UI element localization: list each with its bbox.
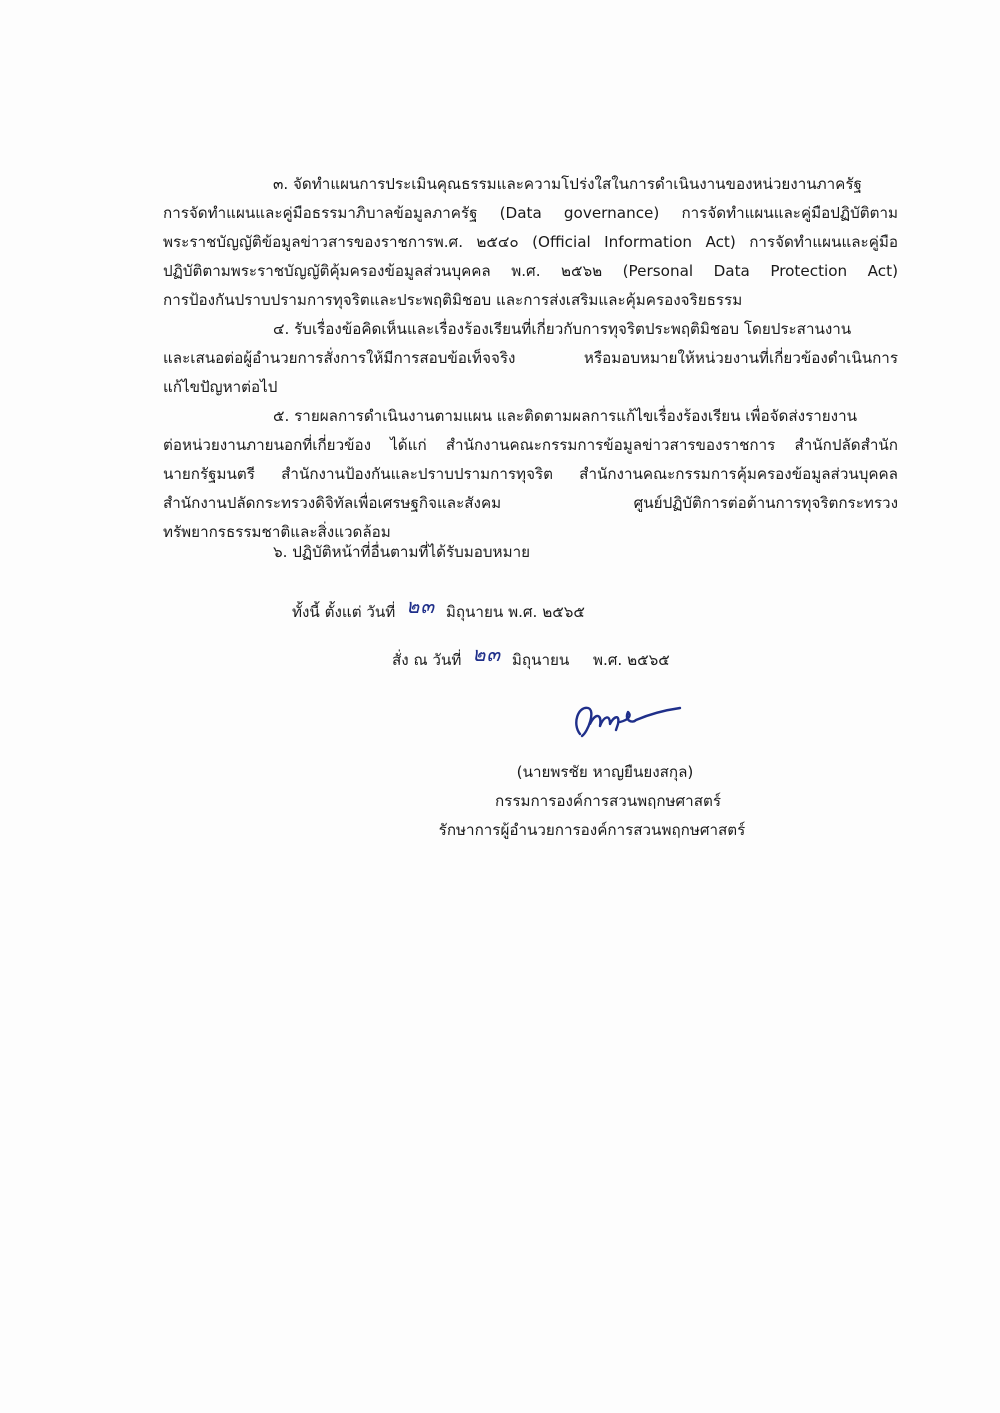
item-6-paragraph — [163, 538, 898, 567]
effective-prefix: ทั้งนี้ ตั้งแต่ วันที่ — [292, 603, 396, 621]
item-5-line-4: สำนักงานปลัดกระทรวงดิจิทัลเพื่อเศรษฐกิจและสังคม ศูนย์ปฏิบัติการต่อต้านการทุจริตกระทรวง — [163, 494, 898, 512]
ordered-date-line — [392, 644, 670, 675]
ordered-day-handwritten: ๒๓ — [472, 642, 502, 666]
signature-image — [566, 694, 686, 746]
effective-month: มิถุนายน — [445, 603, 504, 621]
item-3-line-5: การป้องกันปราบปรามการทุจริตและประพฤติมิชอบ และการส่งเสริมและคุ้มครองจริยธรรม — [163, 291, 743, 309]
item-5-line-5: ทรัพยากรธรรมชาติและสิ่งแวดล้อม — [163, 523, 391, 541]
item-3-line-2: การจัดทำแผนและคู่มือธรรมาภิบาลข้อมูลภาครัฐ (Data governance) การจัดทำแผนและคู่มือปฏิบัติตาม — [163, 204, 898, 222]
ordered-year: พ.ศ. ๒๕๖๕ — [592, 651, 670, 669]
item-4-paragraph — [163, 315, 898, 402]
item-3-line-4: ปฏิบัติตามพระราชบัญญัติคุ้มครองข้อมูลส่วนบุคคล พ.ศ. ๒๕๖๒ (Personal Data Protection Act) — [163, 262, 898, 280]
item-5-paragraph — [163, 402, 898, 547]
item-4-line-2: และเสนอต่อผู้อำนวยการสั่งการให้มีการสอบข้อเท็จจริง หรือมอบหมายให้หน่วยงานที่เกี่ยวข้องดำเนินการ — [163, 349, 898, 367]
item-4-line-1: ๔. รับเรื่องข้อคิดเห็นและเรื่องร้องเรียนที่เกี่ยวกับการทุจริตประพฤติมิชอบ โดยประสานงาน — [273, 320, 852, 338]
item-5-line-3: นายกรัฐมนตรี สำนักงานป้องกันและปราบปรามการทุจริต สำนักงานคณะกรรมการคุ้มครองข้อมูลส่วนบุคคล — [163, 465, 898, 483]
item-4-line-3: แก้ไขปัญหาต่อไป — [163, 378, 278, 396]
effective-year: พ.ศ. ๒๕๖๕ — [508, 603, 585, 621]
item-3-line-1: ๓. จัดทำแผนการประเมินคุณธรรมและความโปร่งใสในการดำเนินงานของหน่วยงานภาครัฐ — [273, 175, 862, 193]
item-5-line-1: ๕. รายผลการดำเนินงานตามแผน และติดตามผลการแก้ไขเรื่องร้องเรียน เพื่อจัดส่งรายงาน — [273, 407, 857, 425]
signatory-name: (นายพรชัย หาญยืนยงสกุล) — [516, 763, 694, 781]
item-5-line-2: ต่อหน่วยงานภายนอกที่เกี่ยวข้อง ได้แก่ สำนักงานคณะกรรมการข้อมูลข่าวสารของราชการ สำนักปลัดสำนัก — [163, 436, 898, 454]
item-3-line-3: พระราชบัญญัติข้อมูลข่าวสารของราชการพ.ศ. ๒๕๔๐ (Official Information Act) การจัดทำแผนและคู่มือ — [163, 233, 898, 251]
ordered-month: มิถุนายน — [511, 651, 570, 669]
effective-day-handwritten: ๒๓ — [406, 594, 436, 618]
effective-date-line — [292, 596, 585, 627]
item-6-line-1: ๖. ปฏิบัติหน้าที่อื่นตามที่ได้รับมอบหมาย — [273, 543, 531, 561]
signatory-position-2: รักษาการผู้อำนวยการองค์การสวนพฤกษศาสตร์ — [438, 821, 746, 839]
ordered-prefix: สั่ง ณ วันที่ — [392, 651, 462, 669]
item-3-paragraph — [163, 170, 898, 315]
signatory-position-1: กรรมการองค์การสวนพฤกษศาสตร์ — [494, 792, 722, 810]
